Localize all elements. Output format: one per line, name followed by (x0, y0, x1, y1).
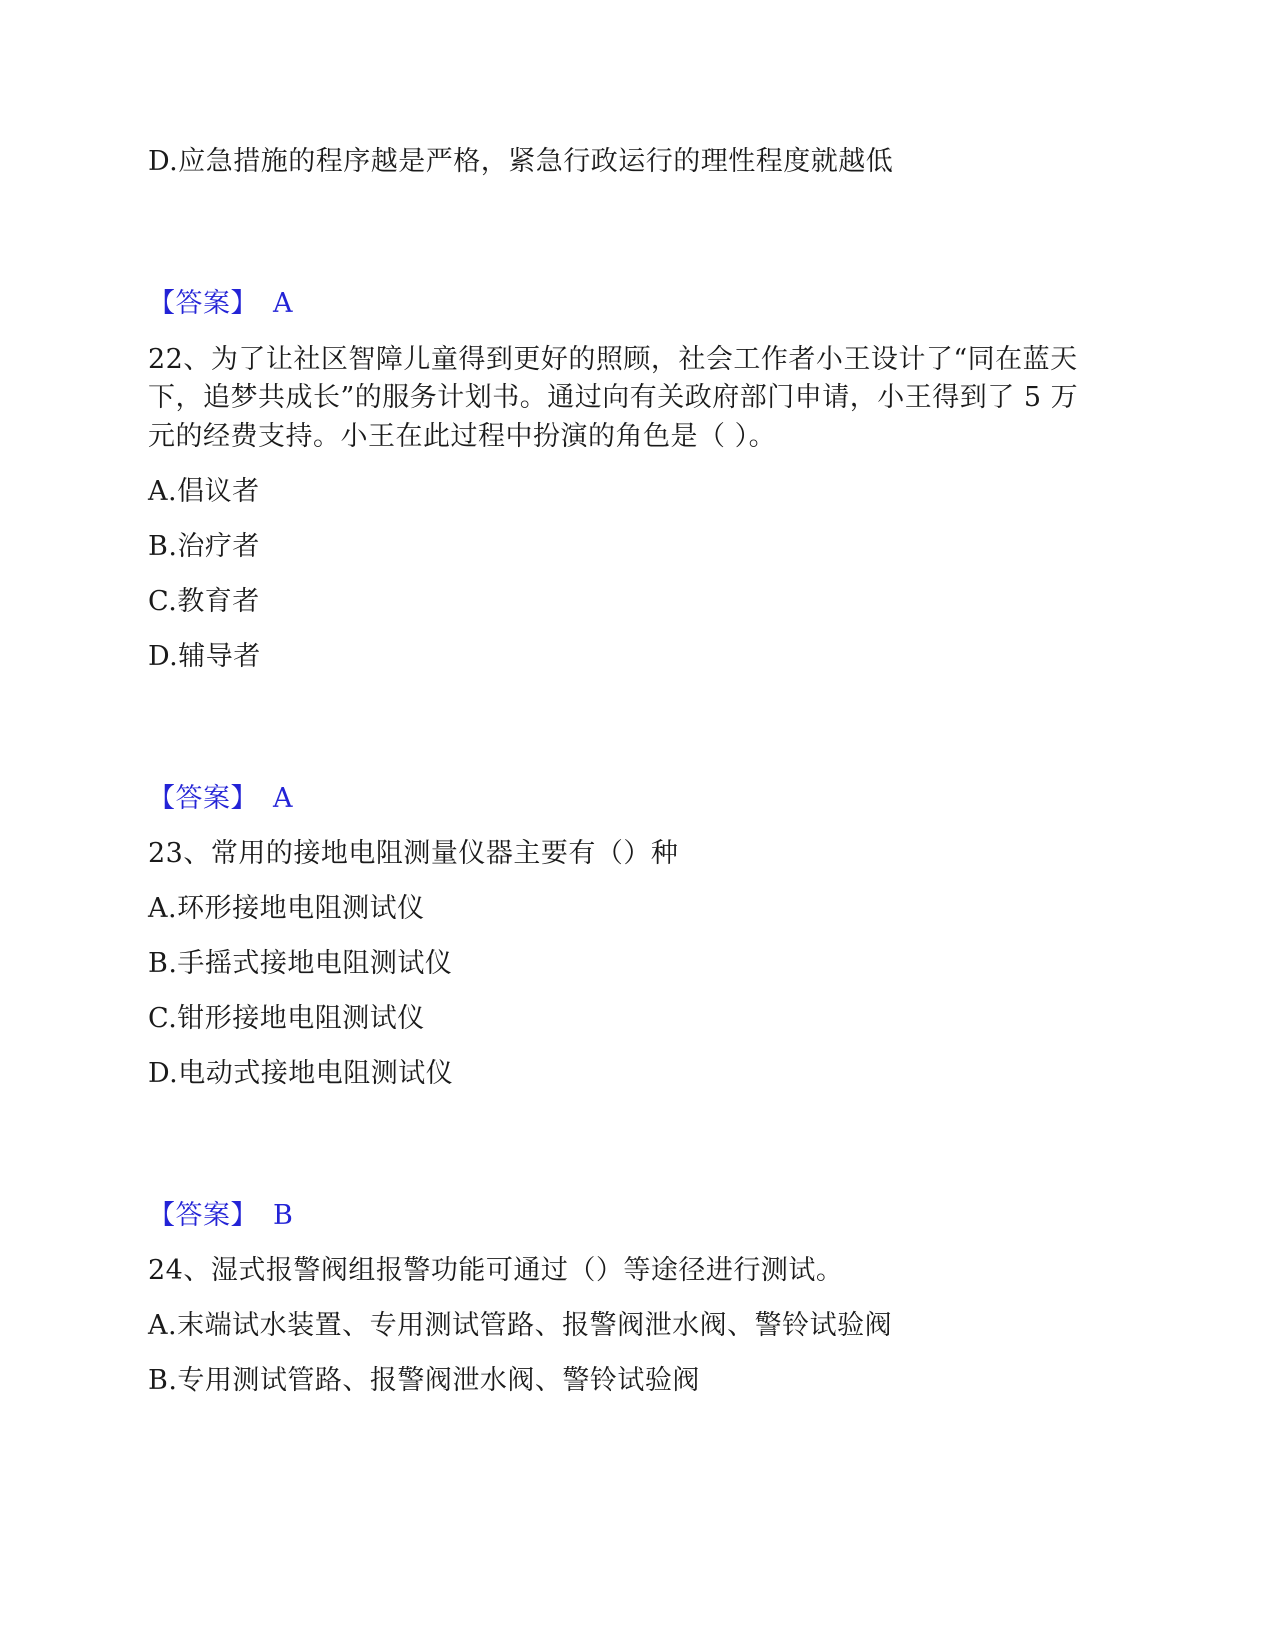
q22-option-b: B.治疗者 (148, 531, 260, 562)
answer-label: 【答案】 (148, 1200, 258, 1231)
q23-option-d: D.电动式接地电阻测试仪 (148, 1058, 454, 1089)
q23-option-a: A.环形接地电阻测试仪 (148, 893, 425, 924)
q22-stem-line-2: 下，追梦共成长”的服务计划书。通过向有关政府部门申请，小王得到了 5 万 (148, 382, 1079, 413)
q24-stem: 24、湿式报警阀组报警功能可通过（）等途径进行测试。 (148, 1255, 844, 1286)
answer-label: 【答案】 (148, 783, 258, 814)
q21-answer-line (148, 284, 293, 324)
q22-answer-value: A (273, 783, 293, 814)
q23-option-c: C.钳形接地电阻测试仪 (148, 1003, 425, 1034)
q23-answer-value: B (273, 1200, 294, 1231)
q23-answer-line (148, 1196, 293, 1236)
q22-stem-line-3: 元的经费支持。小王在此过程中扮演的角色是（ ）。 (148, 421, 777, 452)
q24-option-a: A.末端试水装置、专用测试管路、报警阀泄水阀、警铃试验阀 (148, 1310, 893, 1341)
q22-answer-line (148, 779, 293, 819)
q24-option-b: B.专用测试管路、报警阀泄水阀、警铃试验阀 (148, 1365, 700, 1396)
q23-option-b: B.手摇式接地电阻测试仪 (148, 948, 453, 979)
q21-answer-value: A (273, 288, 293, 319)
prev-option-d: D.应急措施的程序越是严格，紧急行政运行的理性程度就越低 (148, 146, 894, 177)
q22-stem-line-1: 22、为了让社区智障儿童得到更好的照顾，社会工作者小王设计了“同在蓝天 (148, 344, 1078, 375)
q22-option-d: D.辅导者 (148, 641, 261, 672)
q22-option-c: C.教育者 (148, 586, 260, 617)
q22-option-a: A.倡议者 (148, 476, 260, 507)
answer-label: 【答案】 (148, 288, 258, 319)
q23-stem: 23、常用的接地电阻测量仪器主要有（）种 (148, 838, 679, 869)
